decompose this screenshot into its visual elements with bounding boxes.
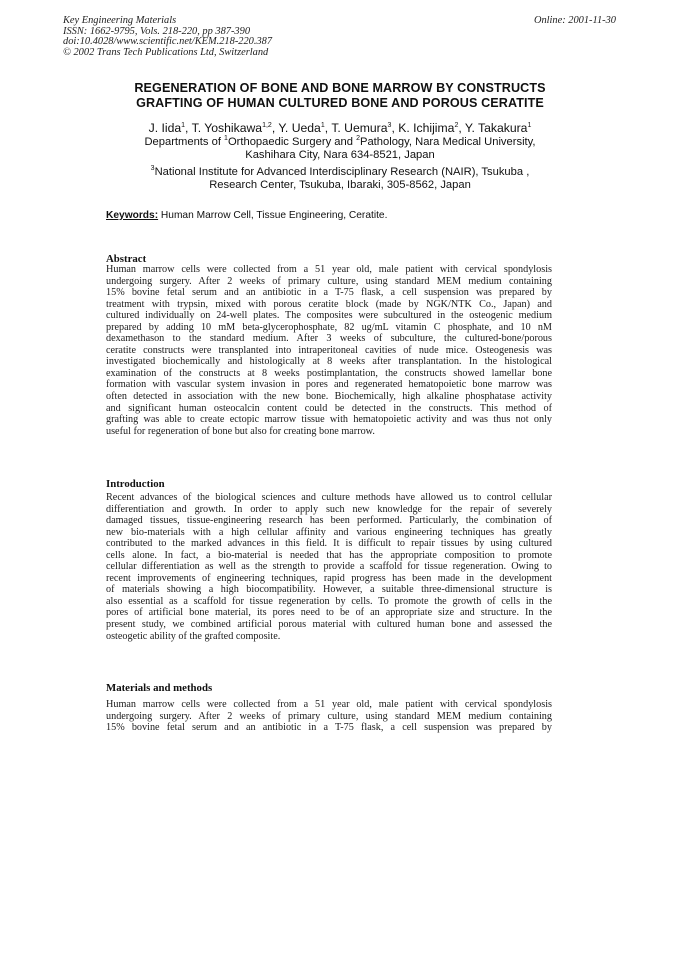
author-affil-mark: 2 [454,122,459,129]
text-line: treatment with trypsin, mixed with porous ceratite block (made by NGK/NTK Co., Japan) and [106,298,552,310]
author-affil-mark: 1 [320,122,325,129]
author-name: J. Iida [148,121,182,135]
text-line: dexamethason to the standard medium. After 3 weeks of subculture, the cultured-bone/porous [106,333,552,345]
text-line: of materials showing a high biocompatibility. However, a suitable three-dimensional structure is [106,584,552,596]
author-name: K. Ichijima [398,121,455,135]
author-affil-mark: 1,2 [262,122,272,129]
affiliation-2-line-1 [60,166,620,179]
text-line: contributed to the marked advances in this field. It is difficult to repair tissues by using cultured [106,538,552,550]
publication-metadata [63,16,272,58]
text-line: formation with vascular system invasion in pores and regenerated hematopoietic bone marrow was [106,379,552,391]
affiliation-text: Pathology, Nara Medical University, [359,136,536,148]
methods-heading: Materials and methods [106,682,213,694]
keywords-label: Keywords: [106,210,159,221]
methods-body [106,699,552,734]
online-date: Online: 2001-11-30 [533,15,616,26]
author-name: Y. Ueda [278,121,321,135]
text-line: 15% bovine fetal serum and an antibiotic in a T-75 flask, a cell suspension was prepared by [106,287,552,299]
issn-line: ISSN: 1662-9795, Vols. 218-220, pp 387-390 [63,25,251,37]
text-line: ceratite constructs were transplanted into intraperitoneal cavities of nude mice. Osteogenesis was [106,344,552,356]
affiliation-mark: 1 [224,135,228,142]
affiliation-1-line-2: Kashihara City, Nara 634-8521, Japan [245,149,435,162]
author-name: T. Yoshikawa [191,121,263,135]
affiliation-text: Departments of [144,136,225,148]
introduction-body [106,492,552,642]
title-line-2: GRAFTING OF HUMAN CULTURED BONE AND POROUS CERATITE [136,95,544,110]
doi-link[interactable]: doi:10.4028/www.scientific.net/KEM.218-220.387 [63,36,273,48]
text-line: osteogetic ability of the grafted composite. [106,630,281,642]
text-line: often detected in association with the new bone. Biochemically, high alkaline phosphatase activity [106,391,552,403]
text-line: Human marrow cells were collected from a 51 year old, male patient with cervical spondylosis [106,699,552,710]
author-affil-mark: 1 [181,122,186,129]
text-line: damaged tissues, tissue-engineering research has been performed. Particularly, the combination of [106,515,552,527]
text-line: undergoing surgery. After 2 weeks of primary culture, using standard MEM medium containing [106,275,552,287]
text-line: undergoing surgery. After 2 weeks of primary culture, using standard MEM medium containing [106,710,552,722]
keywords-text: Human Marrow Cell, Tissue Engineering, Ceratite. [158,210,388,221]
text-line: investigated biochemically and histologically at 8 weeks after transplantation. In the histological [106,356,552,368]
text-line: useful for regeneration of bone but also for creating bone marrow. [106,425,375,437]
text-line: present study, we combined artificial porous material with cultured human bone and assessed the [106,619,552,631]
journal-name: Key Engineering Materials [63,15,177,26]
affiliation-1 [60,136,620,163]
abstract-heading: Abstract [106,253,147,265]
text-line: cultured individually on 24-well plates. The composites were subcultured in the osteogenic medium [106,310,552,322]
affiliation-mark: 2 [356,135,360,142]
affiliation-text: National Institute for Advanced Interdisciplinary Research (NAIR), Tsukuba , [154,166,530,178]
text-line: prepared by adding 10 mM beta-glycerophosphate, 82 ug/mL vitamin C phosphate, and 10 nM [106,321,552,333]
author-name: T. Uemura [331,121,388,135]
affiliation-text: Orthopaedic Surgery and [227,136,357,148]
text-line: and significant human osteocalcin content could be detected in the constructs. This method of [106,402,552,414]
text-line: cellular differentiation as well as the strength to provide a scaffold for tissue regeneration. Owing to [106,561,552,573]
text-line: cells alone. In fact, a bio-material is needed that has the appropriate composition to promote [106,549,552,561]
text-line: 15% bovine fetal serum and an antibiotic in a T-75 flask, a cell suspension was prepared by [106,722,552,734]
introduction-heading: Introduction [106,478,165,490]
text-line: pores of artificial bone material, its pores need to be of an appropriate size and structure. In the [106,607,552,619]
paper-title [60,81,620,110]
text-line: Recent advances of the biological sciences and culture methods have allowed us to control cellular [106,492,552,503]
text-line: also essential as a scaffold for tissue regeneration by cells. To promote the growth of cells in the [106,595,552,607]
title-line-1: REGENERATION OF BONE AND BONE MARROW BY CONSTRUCTS [134,81,546,95]
author-list: J. Iida$^1$, T. Yoshikawa$^{1,2}$, Y. Ueda$^1$, T. Uemura$^3$, K. Ichijima$^2$, Y. Takakura$^1$ [148,121,532,135]
copyright-line: © 2002 Trans Tech Publications Ltd, Switzerland [63,46,269,58]
text-line: grafting was able to create ectopic marrow tissue with hematopoietic activity and was thus not only [106,414,552,426]
keywords [106,210,387,222]
text-line: recent improvements of engineering techniques, rapid progress has been made in the development [106,572,552,584]
author-affil-mark: 1 [527,122,532,129]
text-line: new bio-materials with a high cellular affinity and various engineering techniques has greatly [106,526,552,538]
author-name: Y. Takakura [464,121,528,135]
text-line: differentiation and growth. In order to apply such new knowledge for the repair of severely [106,503,552,515]
text-line: examination of the constructs at 8 weeks postimplantation, the constructs showed lamellar bone [106,367,552,379]
affiliation-2 [60,166,620,193]
affiliation-2-line-2: Research Center, Tsukuba, Ibaraki, 305-8562, Japan [209,179,471,192]
affiliation-mark: 3 [150,165,155,172]
abstract-body [106,264,552,437]
text-line: Human marrow cells were collected from a 51 year old, male patient with cervical spondylosis [106,264,552,275]
author-affil-mark: 3 [387,122,392,129]
affiliation-1-line-1 [60,136,620,149]
